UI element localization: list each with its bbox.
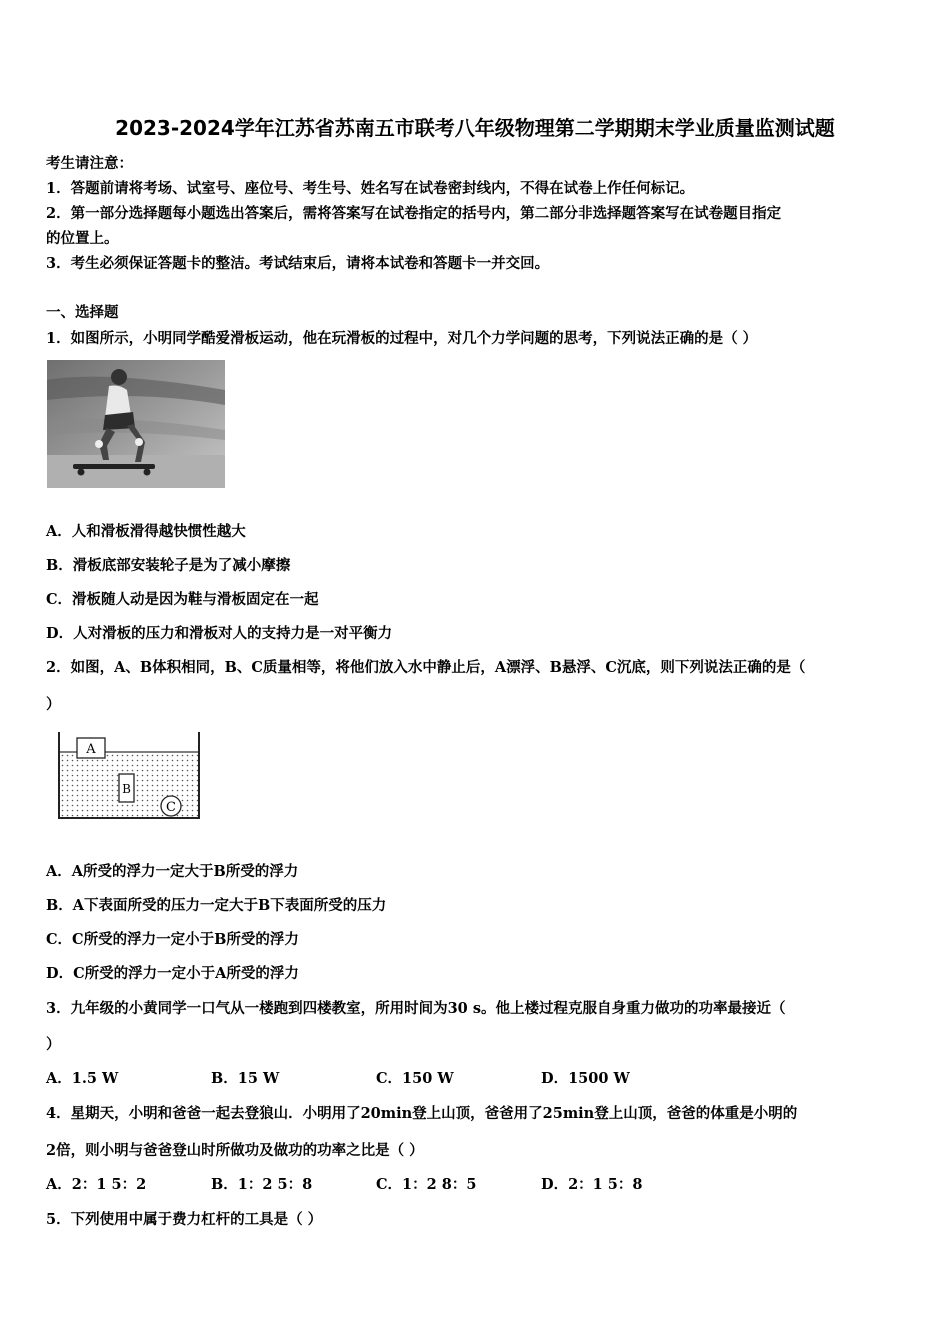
- block-b-label: B: [122, 782, 131, 796]
- question-2-option-d: D．C所受的浮力一定小于A所受的浮力: [46, 965, 299, 982]
- question-1-stem: 1．如图所示，小明同学酷爱滑板运动，他在玩滑板的过程中，对几个力学问题的思考，下列说法正确的是（ ）: [46, 330, 758, 347]
- block-a-label: A: [86, 742, 96, 757]
- question-4-option-a: A．2：1 5：2: [46, 1176, 147, 1193]
- section-heading: 一、选择题: [46, 304, 119, 321]
- question-2-option-c: C．C所受的浮力一定小于B所受的浮力: [46, 931, 299, 948]
- question-4-option-c: C．1：2 8：5: [376, 1176, 477, 1193]
- question-4-option-b: B．1：2 5：8: [211, 1176, 313, 1193]
- question-4-option-d: D．2：1 5：8: [541, 1176, 643, 1193]
- question-2-stem: 2．如图，A、B体积相同，B、C质量相等，将他们放入水中静止后，A漂浮、B悬浮、C沉底，则下列说法正确的是（: [46, 659, 806, 676]
- notice-heading: 考生请注意：: [46, 155, 133, 172]
- notice-item: 1．答题前请将考场、试室号、座位号、考生号、姓名写在试卷密封线内，不得在试卷上作任何标记。: [46, 180, 695, 197]
- beaker-diagram: [55, 728, 203, 822]
- skateboard-photo: [47, 360, 225, 488]
- question-3-options: [46, 1067, 706, 1088]
- question-1-option-a: A．人和滑板滑得越快惯性越大: [46, 523, 246, 540]
- question-4-stem: 4．星期天，小明和爸爸一起去登狼山．小明用了20min登上山顶，爸爸用了25min登上山顶，爸爸的体重是小明的: [46, 1105, 798, 1122]
- notice-item: 3．考生必须保证答题卡的整洁。考试结束后，请将本试卷和答题卡一并交回。: [46, 255, 550, 272]
- question-2-option-a: A．A所受的浮力一定大于B所受的浮力: [46, 863, 299, 880]
- ball-c-label: C: [166, 800, 176, 815]
- question-3-stem-end: ）: [46, 1036, 61, 1053]
- question-1-option-b: B．滑板底部安装轮子是为了减小摩擦: [46, 557, 291, 574]
- page-title: 2023-2024学年江苏省苏南五市联考八年级物理第二学期期末学业质量监测试题: [115, 116, 835, 140]
- notice-item: 的位置上。: [46, 230, 119, 247]
- question-1-option-d: D．人对滑板的压力和滑板对人的支持力是一对平衡力: [46, 625, 393, 642]
- question-3-option-d: D．1500 W: [541, 1070, 630, 1087]
- notice-item: 2．第一部分选择题每小题选出答案后，需将答案写在试卷指定的括号内，第二部分非选择题答案写在试卷题目指定: [46, 205, 782, 222]
- question-3-option-c: C．150 W: [376, 1070, 454, 1087]
- question-2-option-b: B．A下表面所受的压力一定大于B下表面所受的压力: [46, 897, 387, 914]
- question-3-option-a: A．1.5 W: [46, 1070, 119, 1087]
- question-4-options: [46, 1173, 706, 1194]
- question-1-option-c: C．滑板随人动是因为鞋与滑板固定在一起: [46, 591, 319, 608]
- question-3-option-b: B．15 W: [211, 1070, 280, 1087]
- question-2-stem-end: ）: [46, 696, 61, 713]
- question-3-stem: 3．九年级的小黄同学一口气从一楼跑到四楼教室，所用时间为30 s。他上楼过程克服自身重力做功的功率最接近（: [46, 1000, 786, 1017]
- question-5-stem: 5．下列使用中属于费力杠杆的工具是（ ）: [46, 1211, 323, 1228]
- question-4-stem-end: 2倍，则小明与爸爸登山时所做功及做功的功率之比是（ ）: [46, 1142, 424, 1159]
